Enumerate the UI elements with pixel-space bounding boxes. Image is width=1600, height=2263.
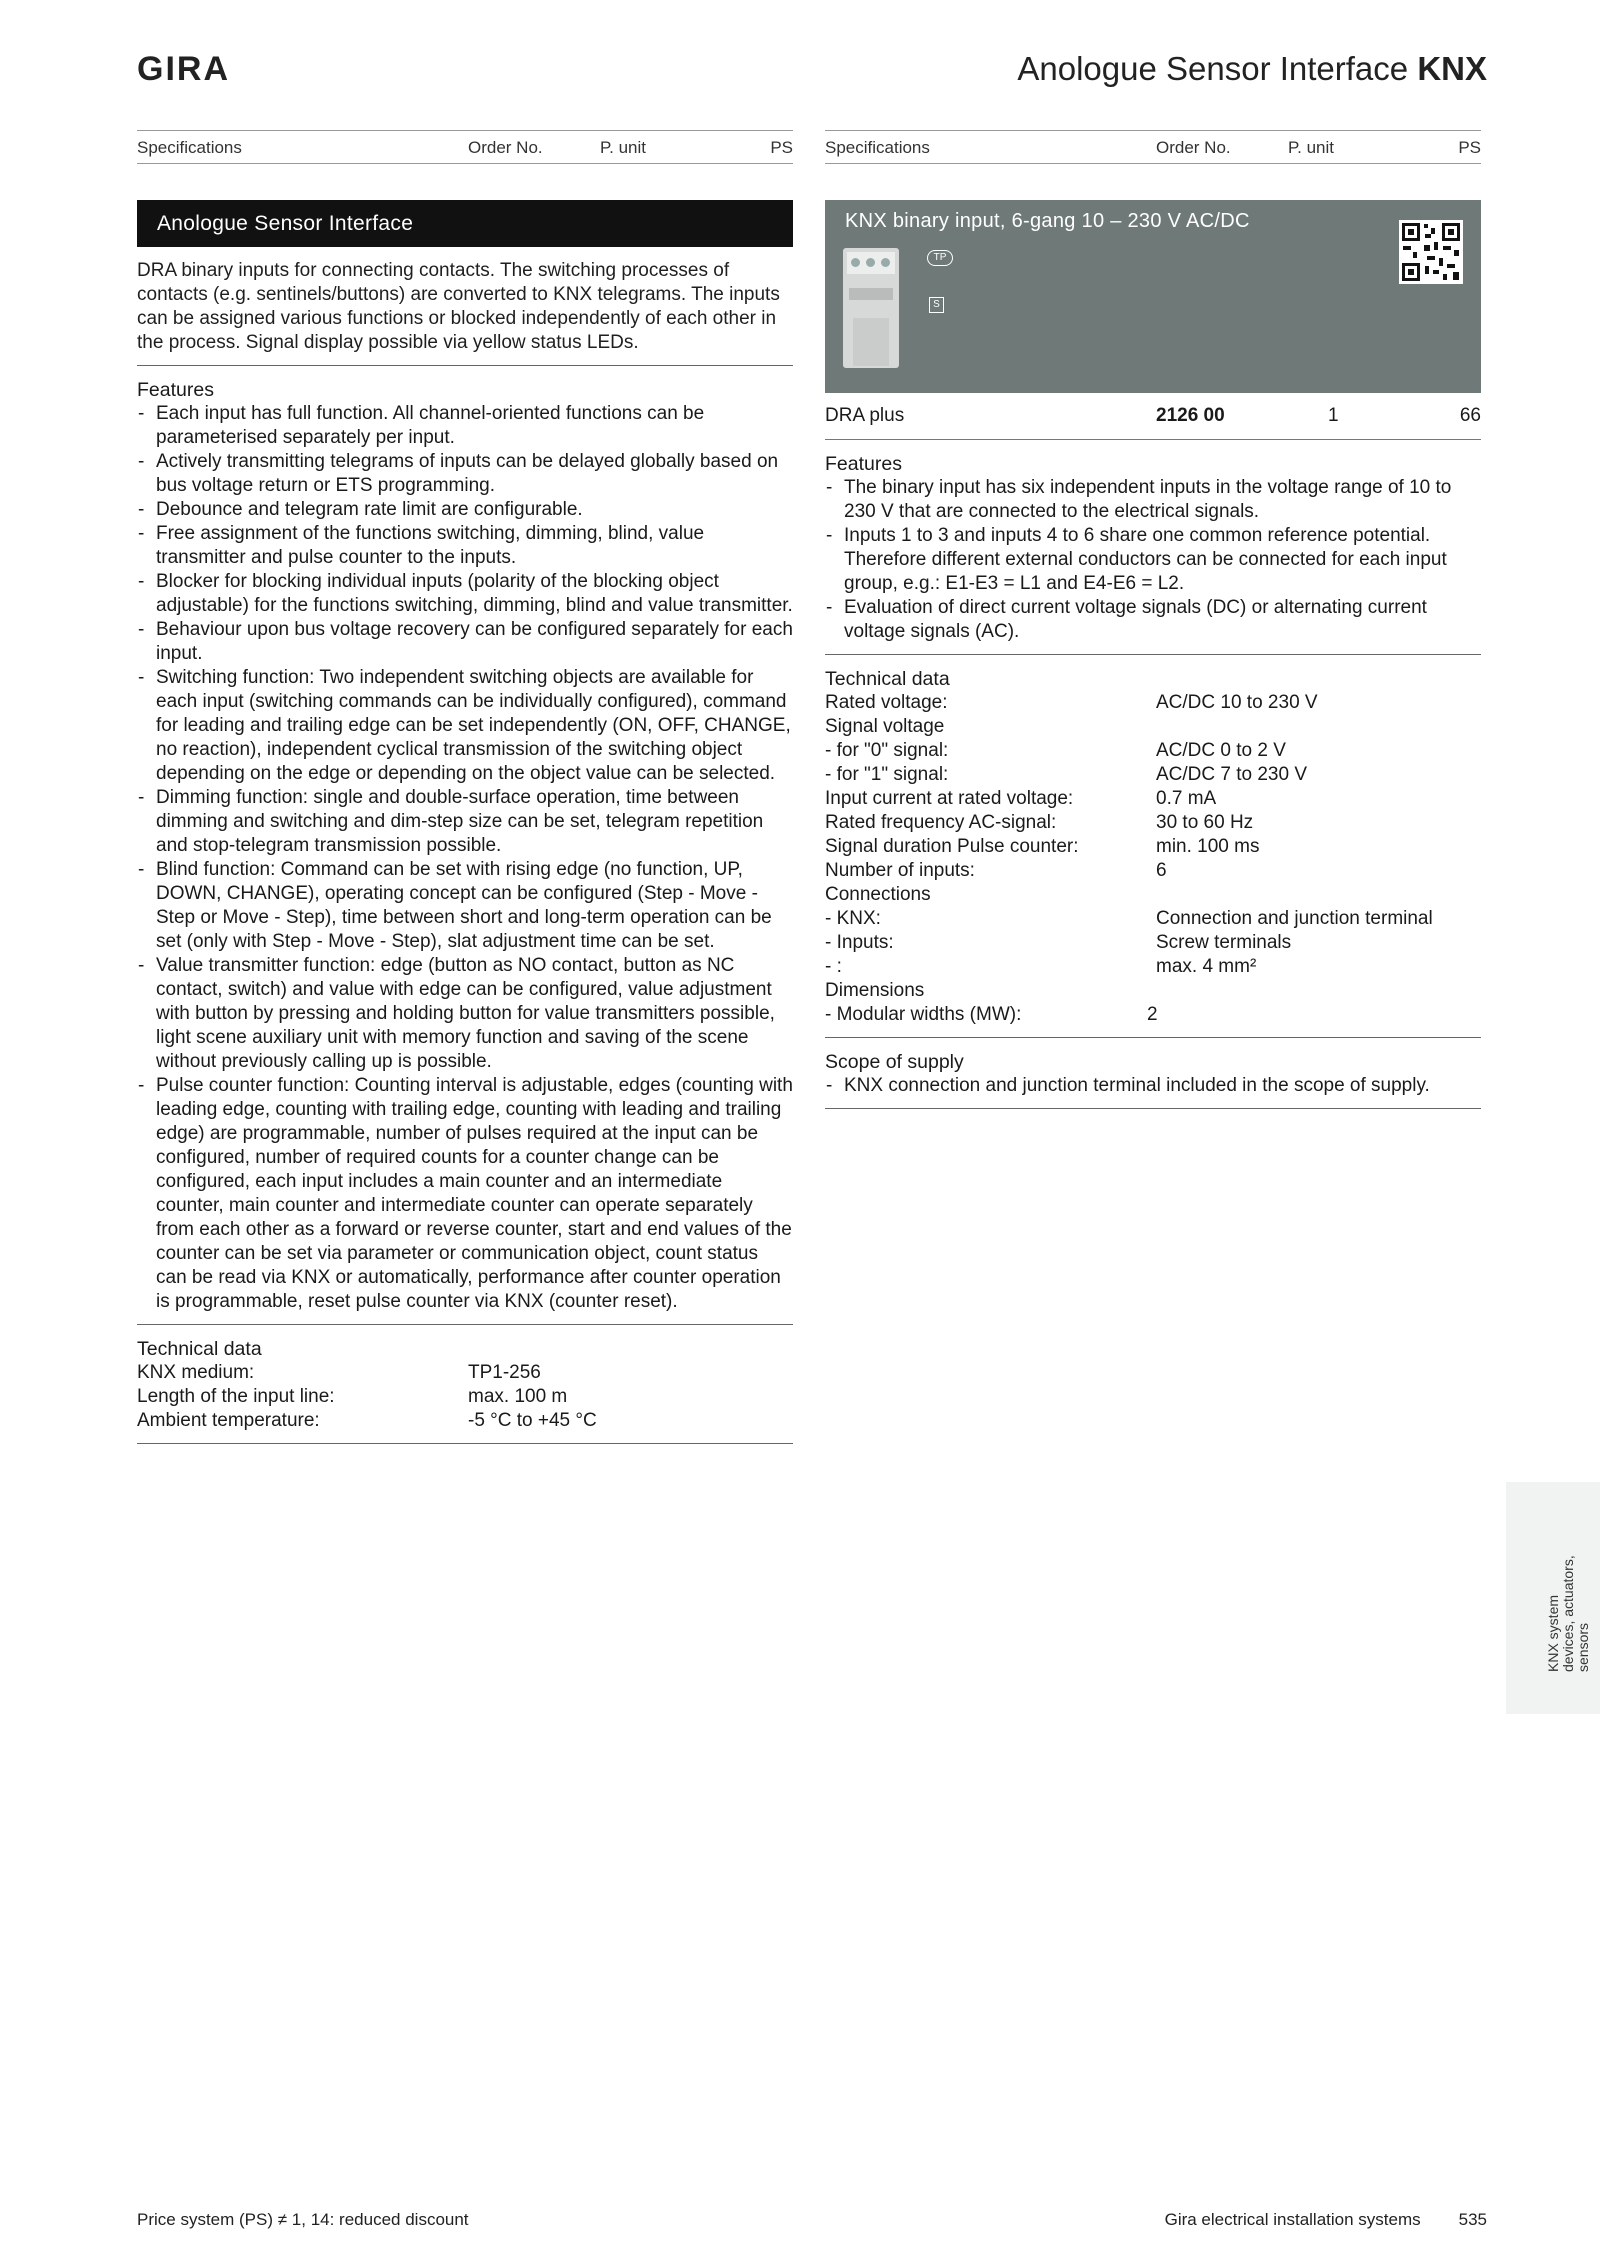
list-item: - Dimming function: single and double-surface operation, time between dimming and switching and dim-step size can be set, telegram repetition and stop-telegram transmission possible. (137, 786, 793, 858)
tech-value: AC/DC 7 to 230 V (1156, 764, 1308, 785)
tech-value: 0.7 mA (1156, 788, 1217, 809)
tech-key: Length of the input line: (137, 1386, 335, 1407)
intro-text: DRA binary inputs for connecting contacts. The switching processes of contacts (e.g. sentinels/buttons) are converted to KNX telegrams. The inputs can be assigned various functions or blocked independently of each other in the process. Signal display possible via yellow status LEDs. (137, 260, 780, 353)
tp-icon: TP (927, 250, 953, 266)
qr-code-icon (1399, 220, 1463, 284)
page-title-bold: KNX (1417, 50, 1487, 87)
technical-data-title: Technical data (137, 1338, 262, 1360)
tech-row (825, 979, 1481, 1003)
tech-value: 2 (1147, 1004, 1158, 1025)
divider (825, 654, 1481, 655)
list-item: - Evaluation of direct current voltage signals (DC) or alternating current voltage signals (AC). (825, 596, 1481, 644)
tech-row (137, 1361, 793, 1385)
features-title: Features (137, 379, 214, 401)
tech-value: TP1-256 (468, 1362, 541, 1383)
product-ps: 66 (1459, 405, 1481, 426)
hdr-p-unit: P. unit (600, 138, 647, 157)
product-image (843, 248, 899, 368)
list-item: - Inputs 1 to 3 and inputs 4 to 6 share one common reference potential. Therefore different external conductors can be connected for each input group, e.g.: E1-E3 = L1 and E4-E6 = L2. (825, 524, 1481, 596)
hdr-specifications: Specifications (825, 138, 930, 157)
list-item: - KNX connection and junction terminal included in the scope of supply. (825, 1074, 1481, 1098)
side-tab-line: sensors (1575, 1622, 1591, 1672)
tech-key: - Inputs: (825, 932, 894, 953)
hdr-ps: PS (1458, 138, 1481, 157)
page-title-main: Anologue Sensor Interface (1017, 50, 1409, 87)
tech-value: -5 °C to +45 °C (468, 1410, 597, 1431)
tech-key: - for "1" signal: (825, 764, 949, 785)
tech-row (825, 715, 1481, 739)
hdr-specifications: Specifications (137, 138, 242, 157)
hdr-order-no: Order No. (1156, 138, 1231, 157)
tech-row (825, 787, 1481, 811)
footer-brand: Gira electrical installation systems (1164, 2210, 1421, 2229)
list-item: - Blind function: Command can be set with rising edge (no function, UP, DOWN, CHANGE), operating concept can be configured (Step - Move - Step or Move - Step), time between short and long-term operation can be set (only with Step - Move - Step), slat adjustment time can be set. (137, 858, 793, 954)
tech-row (825, 931, 1481, 955)
product-row (825, 393, 1481, 440)
product-order-no: 2126 00 (1156, 405, 1225, 426)
divider (137, 1443, 793, 1444)
hdr-order-no: Order No. (468, 138, 543, 157)
left-column (137, 130, 793, 1444)
tech-row (825, 835, 1481, 859)
hdr-p-unit: P. unit (1288, 138, 1335, 157)
tech-value: Connection and junction terminal (1156, 908, 1433, 929)
tech-key: Ambient temperature: (137, 1410, 320, 1431)
right-column (825, 130, 1481, 1109)
list-item: - Value transmitter function: edge (button as NO contact, button as NC contact, switch) and value with edge can be configured, value adjustment with button by pressing and holding button for value transmitters possible, light scene auxiliary unit with memory function and saving of the scene without previously calling up is possible. (137, 954, 793, 1074)
footer-right (1165, 2210, 1487, 2230)
list-item: - Each input has full function. All channel-oriented functions can be parameterised separately per input. (137, 402, 793, 450)
tech-key: - Modular widths (MW): (825, 1004, 1022, 1025)
features-list (825, 476, 1481, 644)
list-item: - Switching function: Two independent switching objects are available for each input (switching commands can be individually configured), command for leading and trailing edge can be set independently (ON, OFF, CHANGE, no reaction), independent cyclical transmission of the switching object depending on the edge or depending on the object value can be selected. (137, 666, 793, 786)
tech-row (825, 739, 1481, 763)
tech-row (825, 763, 1481, 787)
tech-value: max. 4 mm² (1156, 956, 1257, 977)
product-title: KNX binary input, 6-gang 10 – 230 V AC/DC (845, 210, 1250, 232)
product-p-unit: 1 (1328, 405, 1339, 426)
divider (825, 1108, 1481, 1109)
tech-row (825, 907, 1481, 931)
gira-logo: GIRA (137, 50, 230, 88)
tech-key: KNX medium: (137, 1362, 255, 1383)
tech-value: AC/DC 0 to 2 V (1156, 740, 1286, 761)
divider (137, 1324, 793, 1325)
tech-key: Rated frequency AC-signal: (825, 812, 1057, 833)
tech-value: 30 to 60 Hz (1156, 812, 1254, 833)
tech-row (137, 1409, 793, 1433)
side-tab-line: devices, actuators, (1560, 1555, 1576, 1672)
divider (137, 365, 793, 366)
side-tab-label (1546, 1502, 1591, 1672)
list-item: - Behaviour upon bus voltage recovery can be configured separately for each input. (137, 618, 793, 666)
divider (825, 1037, 1481, 1038)
scope-list (825, 1074, 1481, 1098)
features-list (137, 402, 793, 1314)
tech-row (825, 955, 1481, 979)
left-column-header (137, 130, 793, 164)
tech-value: 6 (1156, 860, 1167, 881)
tech-row (825, 859, 1481, 883)
tech-row (825, 691, 1481, 715)
tech-key: Connections (825, 884, 931, 905)
list-item: - Blocker for blocking individual inputs (polarity of the blocking object adjustable) for the functions switching, dimming, blind and value transmitter. (137, 570, 793, 618)
tech-value: Screw terminals (1156, 932, 1292, 953)
list-item: - Pulse counter function: Counting interval is adjustable, edges (counting with leading edge, counting with trailing edge, counting with leading and trailing edge) are programmable, number of pulses required at the input can be configured, number of required counts for a counter change can be configured, each input includes a main counter and an intermediate counter, main counter and intermediate counter can operate separately from each other as a forward or reverse counter, start and end values of the counter can be set via parameter or communication object, count status can be read via KNX or automatically, performance after counter operation is programmable, reset pulse counter via KNX (counter reset). (137, 1074, 793, 1314)
footer-note: Price system (PS) ≠ 1, 14: reduced discount (137, 2210, 469, 2229)
list-item: - Free assignment of the functions switching, dimming, blind, value transmitter and pulse counter to the inputs. (137, 522, 793, 570)
tech-key: Input current at rated voltage: (825, 788, 1074, 809)
tech-row (825, 1003, 1481, 1027)
scope-of-supply-title: Scope of supply (825, 1051, 964, 1073)
list-item: - The binary input has six independent inputs in the voltage range of 10 to 230 V that are connected to the electrical signals. (825, 476, 1481, 524)
product-name: DRA plus (825, 405, 905, 426)
tech-row (825, 811, 1481, 835)
right-column-header (825, 130, 1481, 164)
tech-key: - : (825, 956, 842, 977)
side-tab (1506, 1482, 1600, 1714)
side-tab-line: KNX system (1545, 1594, 1561, 1672)
page-number: 535 (1458, 2210, 1487, 2229)
tech-row (825, 883, 1481, 907)
list-item: - Debounce and telegram rate limit are configurable. (137, 498, 793, 522)
tech-value: AC/DC 10 to 230 V (1156, 692, 1318, 713)
product-box (825, 200, 1481, 393)
tech-row (137, 1385, 793, 1409)
tech-key: Dimensions (825, 980, 925, 1001)
page-title (1017, 50, 1487, 88)
s-icon: S (929, 297, 944, 313)
tech-key: Number of inputs: (825, 860, 975, 881)
tech-key: Signal voltage (825, 716, 945, 737)
section-title-box: Anologue Sensor Interface (137, 200, 793, 247)
hdr-ps: PS (770, 138, 793, 157)
tech-value: min. 100 ms (1156, 836, 1260, 857)
features-title: Features (825, 453, 902, 475)
technical-data-title: Technical data (825, 668, 950, 690)
tech-key: Rated voltage: (825, 692, 948, 713)
tech-key: - for "0" signal: (825, 740, 949, 761)
tech-key: - KNX: (825, 908, 881, 929)
tech-value: max. 100 m (468, 1386, 568, 1407)
list-item: - Actively transmitting telegrams of inputs can be delayed globally based on bus voltage return or ETS programming. (137, 450, 793, 498)
tech-key: Signal duration Pulse counter: (825, 836, 1079, 857)
